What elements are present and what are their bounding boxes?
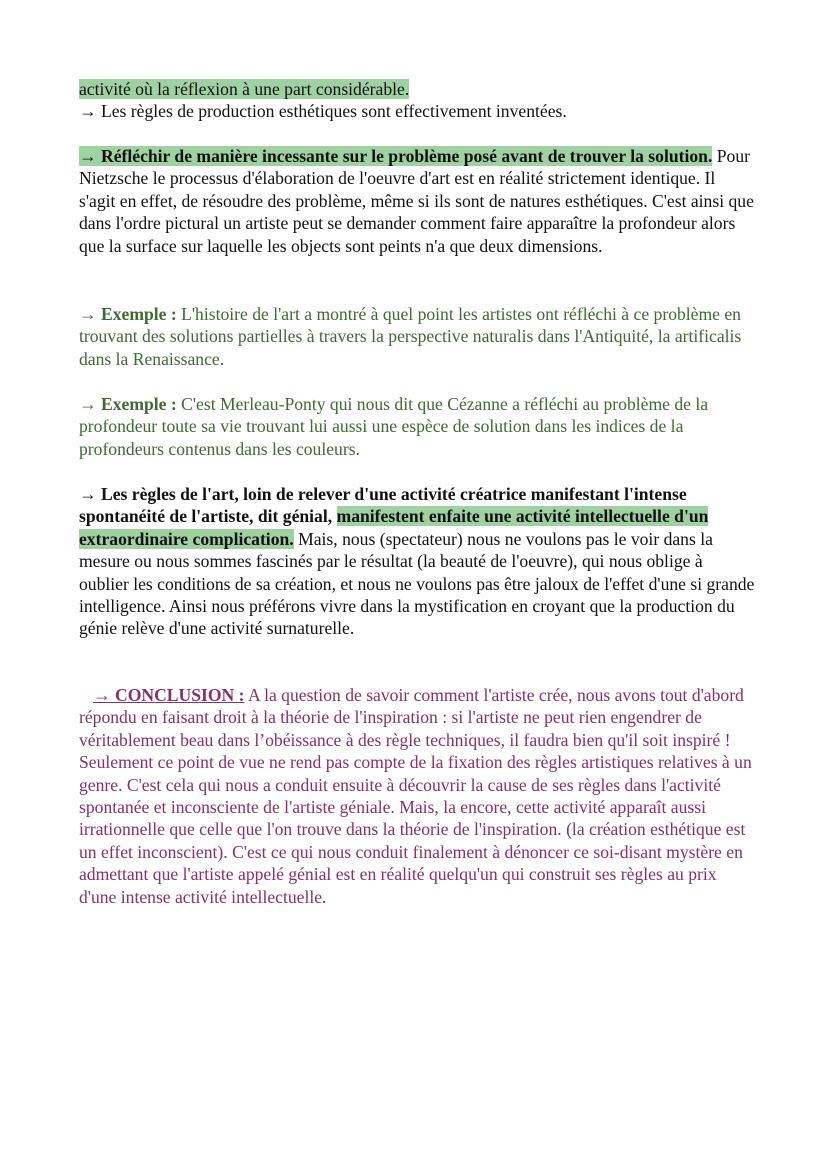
intro-block bbox=[79, 78, 755, 123]
reflect-paragraph bbox=[79, 145, 755, 257]
reflect-text: Pour Nietzsche le processus d'élaboration de l'oeuvre d'art est en réalité strictement identique. Il s'agit en effet, de résoudre des problème, même si ils sont de natures esthétiques. C'est ainsi que dans l'ordre pictural un artiste peut se demander comment faire apparaître la profondeur alors que la surface sur laquelle les objects sont peints n'a que deux dimensions. bbox=[79, 146, 754, 256]
conclusion-paragraph bbox=[79, 684, 755, 908]
rules-heading: → Les règles de l'art, loin de relever d'une activité créatrice manifestant l'intense spontanéité de l'artiste, dit génial, bbox=[79, 484, 687, 527]
conclusion-text: A la question de savoir comment l'artiste crée, nous avons tout d'abord répondu en faisant droit à la théorie de l'inspiration : si l'artiste ne peut rien engendrer de véritablement beau dans l’obéissance à des règle techniques, il faudra bien qu'il soit inspiré ! Seulement ce point de vue ne rend pas compte de la fixation des règles artistiques relatives à un genre. C'est cela qui nous a conduit ensuite à découvrir la cause de ses règles dans l'activité spontanée et inconsciente de l'artiste géniale. Mais, la encore, cette activité apparaît aussi irrationnelle que celle que l'on trouve dans la théorie de l'inspiration. (la création esthétique est un effet inconscient). C'est ce qui nous conduit finalement à dénoncer ce soi-disant mystère en admettant que l'artiste appelé génial est en réalité quelqu'un qui construit ses règles au prix d'une intense activité intellectuelle. bbox=[79, 685, 752, 907]
intro-highlight-line: activité où la réflexion à une part considérable. bbox=[79, 79, 410, 99]
intro-rules-line: → Les règles de production esthétiques sont effectivement inventées. bbox=[79, 101, 567, 122]
example-two-label: → Exemple : bbox=[79, 394, 177, 414]
example-two-text: C'est Merleau-Ponty qui nous dit que Cézanne a réfléchi au problème de la profondeur toute sa vie trouvant lui aussi une espèce de solution dans les indices de la profondeurs contenus dans les couleurs. bbox=[79, 394, 709, 459]
example-one-text: L'histoire de l'art a montré à quel point les artistes ont réfléchi à ce problème en trouvant des solutions partielles à travers la perspective naturalis dans l'Antiquité, la artificalis dans la Renaissance. bbox=[79, 304, 742, 369]
conclusion-label: → CONCLUSION : bbox=[93, 685, 245, 705]
rules-paragraph bbox=[79, 483, 755, 640]
rules-text: Mais, nous (spectateur) nous ne voulons pas le voir dans la mesure ou nous sommes fascinés par le résultat (la beauté de l'oeuvre), qui nous oblige à oublier les conditions de sa création, et nous ne voulons pas être jaloux de l'effet d'une si grande intelligence. Ainsi nous préférons vivre dans la mystification en croyant que la production du génie relève d'une activité surnaturelle. bbox=[79, 528, 755, 639]
example-one-label: → Exemple : bbox=[79, 304, 177, 324]
example-two-paragraph bbox=[79, 393, 755, 460]
reflect-heading: → Réfléchir de manière incessante sur le problème posé avant de trouver la solution. bbox=[79, 146, 713, 166]
example-one-paragraph bbox=[79, 303, 755, 370]
rules-heading-highlight: manifestent enfaite une activité intellectuelle d'un extraordinaire complication. bbox=[79, 506, 709, 549]
